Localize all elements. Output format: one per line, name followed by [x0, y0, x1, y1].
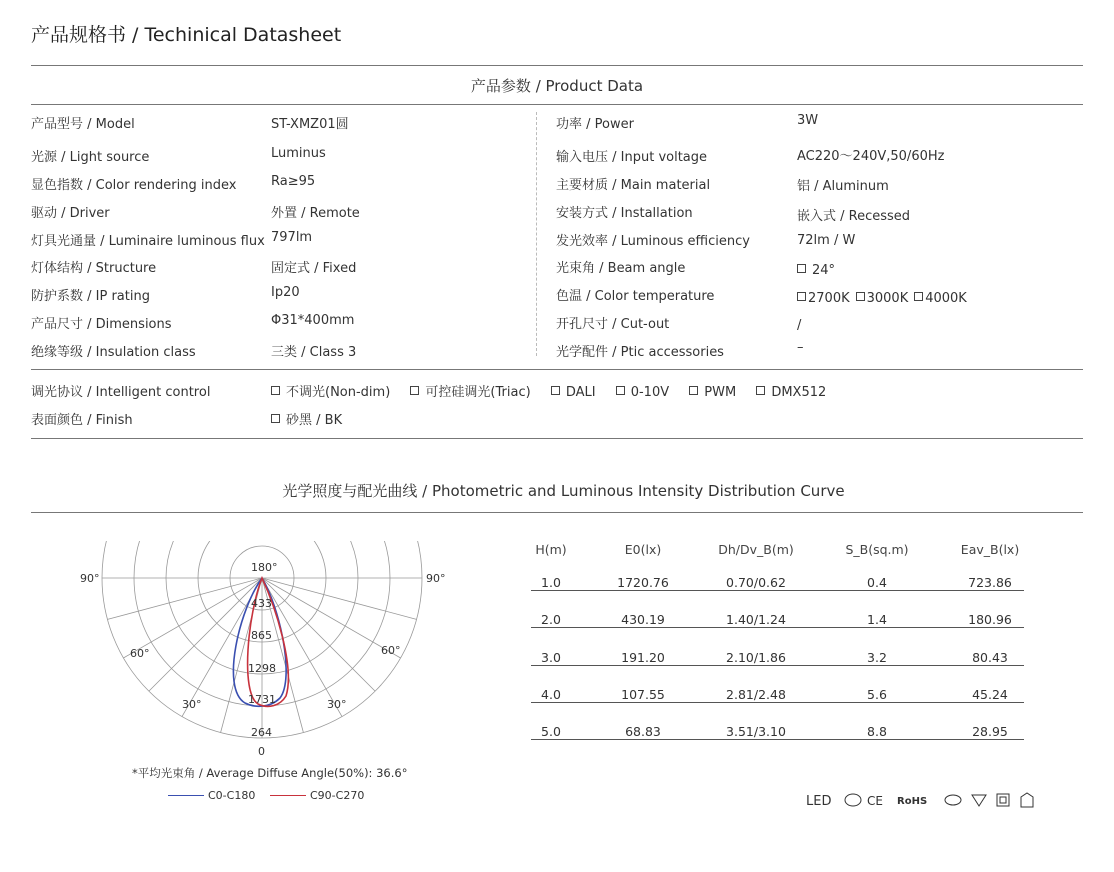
table-cell: 45.24 [972, 687, 1008, 702]
param-value: 铝 / Aluminum [797, 179, 889, 194]
param-value: 3W [797, 113, 819, 128]
finish-option-label: 砂黑 / BK [286, 413, 343, 428]
polar-radial-line [262, 578, 375, 691]
polar-distribution-chart [80, 538, 450, 760]
angle-label-180: 180° [251, 561, 278, 574]
table-cell: 1.4 [867, 612, 887, 627]
table-header: Dh/Dv_B(m) [718, 542, 794, 557]
param-value: 797lm [271, 230, 313, 245]
param-label: 灯具光通量 / Luminaire luminous flux [31, 234, 265, 249]
table-cell: 1720.76 [617, 575, 669, 590]
legend-label-c90: C90-C270 [310, 789, 365, 802]
beam-angle-text: 24° [812, 263, 836, 278]
finish-option[interactable] [271, 409, 342, 428]
table-cell: 0.4 [867, 575, 887, 590]
ce-icon: CE [866, 794, 883, 808]
angle-label-90-left: 90° [80, 572, 100, 585]
param-label: 功率 / Power [556, 117, 634, 132]
param-value: 72lm / W [797, 233, 856, 248]
cqc-icon [945, 795, 961, 805]
param-value: 外置 / Remote [271, 206, 360, 221]
ring-label: 1298 [248, 662, 276, 675]
polar-radial-line [108, 578, 263, 619]
table-row-divider [531, 590, 1024, 591]
checkbox-icon[interactable] [616, 386, 625, 395]
table-cell: 28.95 [972, 724, 1008, 739]
divider [31, 438, 1083, 439]
ccc-icon [845, 794, 861, 806]
color-temp-label: 4000K [925, 291, 967, 306]
param-value: 固定式 / Fixed [271, 261, 357, 276]
control-option-label: 可控硅调光(Triac) [425, 385, 531, 400]
page-title: 产品规格书 / Techinical Datasheet [31, 24, 342, 46]
param-value: 三类 / Class 3 [271, 345, 357, 360]
table-header: E0(lx) [624, 542, 662, 557]
cert-icons [843, 791, 1063, 809]
table-cell: 3.2 [867, 650, 887, 665]
control-option[interactable] [551, 385, 596, 400]
table-row-divider [531, 739, 1024, 740]
polar-radial-line [262, 578, 417, 619]
checkbox-icon[interactable] [271, 386, 280, 395]
color-temp-option[interactable] [914, 291, 967, 306]
divider [31, 65, 1083, 66]
control-option[interactable] [410, 381, 530, 400]
table-cell: 80.43 [972, 650, 1008, 665]
param-label: 光束角 / Beam angle [556, 261, 686, 276]
param-value: / [797, 318, 802, 333]
angle-label-90-right: 90° [426, 572, 446, 585]
param-label: 光源 / Light source [31, 150, 150, 165]
param-label: 主要材质 / Main material [556, 178, 711, 193]
column-divider [536, 112, 537, 356]
control-option[interactable] [756, 385, 826, 400]
table-header: Eav_B(lx) [960, 542, 1020, 557]
rohs-icon: RoHS [896, 796, 927, 807]
divider [31, 512, 1083, 513]
finish-options [271, 409, 358, 428]
param-label: 发光效率 / Luminous efficiency [556, 234, 750, 249]
class-ii-inner [1000, 797, 1006, 803]
control-option-label: 0-10V [630, 385, 670, 400]
table-header: S_B(sq.m) [845, 542, 909, 557]
table-cell: 5.6 [867, 687, 887, 702]
param-label: 灯体结构 / Structure [31, 261, 157, 276]
beam-angle-value [797, 263, 835, 278]
legend-label-c0: C0-C180 [208, 789, 256, 802]
table-cell: 107.55 [621, 687, 665, 702]
ring-label: 1731 [248, 693, 276, 706]
param-label: 光学配件 / Ptic accessories [556, 345, 724, 360]
table-cell: 180.96 [968, 612, 1012, 627]
section-title-product: 产品参数 / Product Data [470, 77, 644, 95]
table-row-divider [531, 665, 1024, 666]
param-label: 开孔尺寸 / Cut-out [556, 317, 670, 332]
control-option[interactable] [689, 385, 736, 400]
checkbox-icon[interactable] [410, 386, 419, 395]
table-cell: 2.10/1.86 [726, 650, 786, 665]
legend-swatch-c90 [270, 795, 306, 796]
beam-angle-note: *平均光束角 / Average Diffuse Angle(50%): 36.6° [132, 766, 408, 780]
legend-swatch-c0 [168, 795, 204, 796]
checkbox-icon[interactable] [689, 386, 698, 395]
control-option[interactable] [616, 385, 669, 400]
polar-radial-line [262, 578, 401, 658]
finish-label: 表面颜色 / Finish [31, 413, 133, 428]
checkbox-icon[interactable] [551, 386, 560, 395]
param-label: 驱动 / Driver [31, 206, 110, 221]
table-cell: 3.51/3.10 [726, 724, 786, 739]
table-cell: 191.20 [621, 650, 665, 665]
color-temp-option[interactable] [797, 291, 850, 306]
checkbox-icon[interactable] [914, 292, 923, 301]
certification-marks [806, 790, 1063, 809]
param-label: 绝缘等级 / Insulation class [31, 345, 196, 360]
angle-label-60-left: 60° [130, 647, 150, 660]
control-label: 调光协议 / Intelligent control [31, 385, 211, 400]
table-cell: 430.19 [621, 612, 665, 627]
checkbox-icon[interactable] [797, 292, 806, 301]
table-cell: 5.0 [541, 724, 561, 739]
control-option-label: DALI [565, 385, 596, 400]
color-temp-label: 3000K [866, 291, 909, 306]
table-cell: 4.0 [541, 687, 561, 702]
indoor-use-icon [1021, 793, 1033, 807]
param-value: ST-XMZ01圆 [271, 117, 349, 132]
param-value: Ip20 [271, 285, 300, 300]
table-cell: 3.0 [541, 650, 561, 665]
control-option-label: DMX512 [771, 385, 827, 400]
table-row-divider [531, 627, 1024, 628]
section-title-photometric: 光学照度与配光曲线 / Photometric and Luminous Intensity Distribution Curve [282, 482, 845, 500]
checkbox-icon[interactable] [756, 386, 765, 395]
polar-radial-line [149, 578, 262, 691]
param-label: 显色指数 / Color rendering index [31, 178, 237, 193]
param-value: – [797, 340, 804, 355]
param-label: 防护系数 / IP rating [31, 289, 150, 304]
angle-label-0: 0 [258, 745, 265, 758]
param-label: 产品型号 / Model [31, 117, 135, 132]
divider [31, 369, 1083, 370]
control-option-label: 不调光(Non-dim) [286, 385, 391, 400]
param-label: 输入电压 / Input voltage [556, 150, 708, 165]
color-temp-label: 2700K [808, 291, 850, 306]
control-option-label: PWM [704, 385, 737, 400]
table-row-divider [531, 702, 1024, 703]
color-temp-option[interactable] [856, 291, 909, 306]
led-mark: LED [806, 794, 832, 809]
param-label: 产品尺寸 / Dimensions [31, 317, 172, 332]
table-cell: 1.40/1.24 [726, 612, 786, 627]
ring-label: 264 [251, 726, 272, 739]
checkbox-icon[interactable] [856, 292, 865, 301]
ring-label: 865 [251, 629, 272, 642]
param-label: 色温 / Color temperature [556, 289, 715, 304]
table-cell: 2.81/2.48 [726, 687, 786, 702]
angle-label-60-right: 60° [381, 644, 401, 657]
angle-label-30-left: 30° [182, 698, 202, 711]
table-cell: 723.86 [968, 575, 1012, 590]
angle-label-30-right: 30° [327, 698, 347, 711]
param-value: Ra≥95 [271, 174, 316, 189]
checkbox-icon[interactable] [797, 264, 806, 273]
param-value: AC220～240V,50/60Hz [797, 149, 945, 164]
checkbox-icon[interactable] [271, 414, 280, 423]
control-option[interactable] [271, 381, 390, 400]
param-value: 嵌入式 / Recessed [797, 209, 911, 224]
divider [31, 104, 1083, 105]
table-cell: 2.0 [541, 612, 561, 627]
param-label: 安装方式 / Installation [556, 206, 693, 221]
table-cell: 68.83 [625, 724, 661, 739]
control-options [271, 381, 842, 400]
table-header: H(m) [535, 542, 567, 557]
color-temp-options [797, 291, 973, 306]
param-value: Luminus [271, 146, 326, 161]
table-cell: 0.70/0.62 [726, 575, 786, 590]
class-ii-icon [997, 794, 1009, 806]
table-cell: 8.8 [867, 724, 887, 739]
param-value: Φ31*400mm [271, 313, 355, 328]
ring-label: 433 [251, 597, 272, 610]
polar-radial-line [123, 578, 262, 658]
table-cell: 1.0 [541, 575, 561, 590]
f-mark-icon [972, 795, 986, 806]
